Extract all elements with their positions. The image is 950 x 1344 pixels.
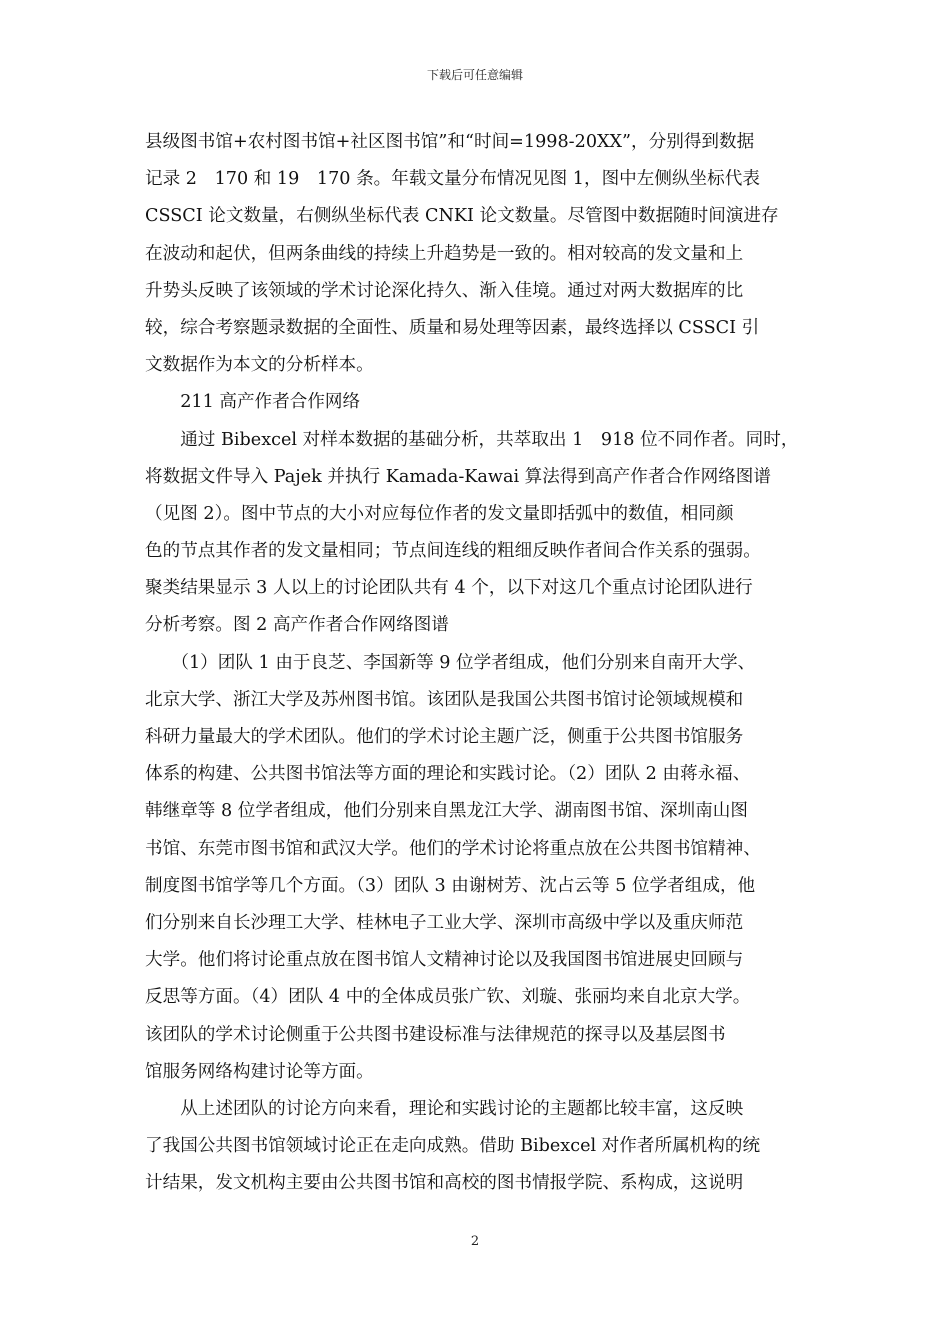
- text-line: 升势头反映了该领域的学术讨论深化持久、渐入佳境。通过对两大数据库的比: [145, 280, 744, 301]
- text-line: 们分别来自长沙理工大学、桂林电子工业大学、深圳市高级中学以及重庆师范: [145, 912, 744, 933]
- text-line: 科研力量最大的学术团队。他们的学术讨论主题广泛，侧重于公共图书馆服务: [145, 727, 744, 747]
- text-line: 反思等方面。（4）团队 4 中的全体成员张广钦、刘璇、张丽均来自北京大学。: [145, 987, 751, 1008]
- text-line: 通过 Bibexcel 对样本数据的基础分析，共萃取出 1 918 位不同作者。同时，: [145, 429, 799, 450]
- text-line: （1）团队 1 由于良芝、李国新等 9 位学者组成，他们分别来自南开大学、: [145, 652, 756, 673]
- text-line: 211 高产作者合作网络: [145, 392, 361, 413]
- text-line: 了我国公共图书馆领域讨论正在走向成熟。借助 Bibexcel 对作者所属机构的统: [145, 1136, 761, 1157]
- text-line: （见图 2）。图中节点的大小对应每位作者的发文量即括弧中的数值，相同颜: [145, 503, 734, 524]
- text-line: 体系的构建、公共图书馆法等方面的理论和实践讨论。（2）团队 2 由蒋永福、: [145, 764, 751, 785]
- text-line: 县级图书馆+农村图书馆+社区图书馆”和“时间=1998-20XX”，分别得到数据: [145, 132, 755, 152]
- text-line: 韩继章等 8 位学者组成，他们分别来自黑龙江大学、湖南图书馆、深圳南山图: [145, 801, 748, 822]
- text-line: 聚类结果显示 3 人以上的讨论团队共有 4 个，以下对这几个重点讨论团队进行: [145, 578, 753, 599]
- text-line: 北京大学、浙江大学及苏州图书馆。该团队是我国公共图书馆讨论领域规模和: [145, 689, 744, 710]
- text-line: 从上述团队的讨论方向来看，理论和实践讨论的主题都比较丰富，这反映: [145, 1098, 744, 1119]
- text-line: 在波动和起伏，但两条曲线的持续上升趋势是一致的。相对较高的发文量和上: [145, 243, 744, 264]
- page-header: 下载后可任意编辑: [426, 68, 523, 82]
- text-line: CSSCI 论文数量，右侧纵坐标代表 CNKI 论文数量。尽管图中数据随时间演进存: [145, 206, 779, 227]
- text-line: 记录 2 170 和 19 170 条。年载文量分布情况见图 1，图中左侧纵坐标代表: [145, 169, 760, 190]
- page-number: 2: [470, 1234, 480, 1249]
- body-text: [145, 124, 805, 1202]
- text-line: 馆服务网络构建讨论等方面。: [145, 1061, 374, 1082]
- text-line: 将数据文件导入 Pajek 并执行 Kamada-Kawai 算法得到高产作者合作网络图谱: [145, 466, 771, 487]
- text-line: 该团队的学术讨论侧重于公共图书建设标准与法律规范的探寻以及基层图书: [145, 1024, 726, 1045]
- text-line: 书馆、东莞市图书馆和武汉大学。他们的学术讨论将重点放在公共图书馆精神、: [145, 838, 761, 859]
- text-line: 大学。他们将讨论重点放在图书馆人文精神讨论以及我国图书馆进展史回顾与: [145, 950, 744, 971]
- text-line: 计结果，发文机构主要由公共图书馆和高校的图书情报学院、系构成，这说明: [145, 1173, 744, 1194]
- text-line: 较，综合考察题录数据的全面性、质量和易处理等因素，最终选择以 CSSCI 引: [145, 317, 760, 338]
- text-line: 分析考察。图 2 高产作者合作网络图谱: [145, 615, 449, 636]
- text-line: 制度图书馆学等几个方面。（3）团队 3 由谢树芳、沈占云等 5 位学者组成，他: [145, 875, 756, 896]
- text-line: 色的节点其作者的发文量相同；节点间连线的粗细反映作者间合作关系的强弱。: [145, 541, 761, 562]
- text-line: 文数据作为本文的分析样本。: [145, 355, 374, 376]
